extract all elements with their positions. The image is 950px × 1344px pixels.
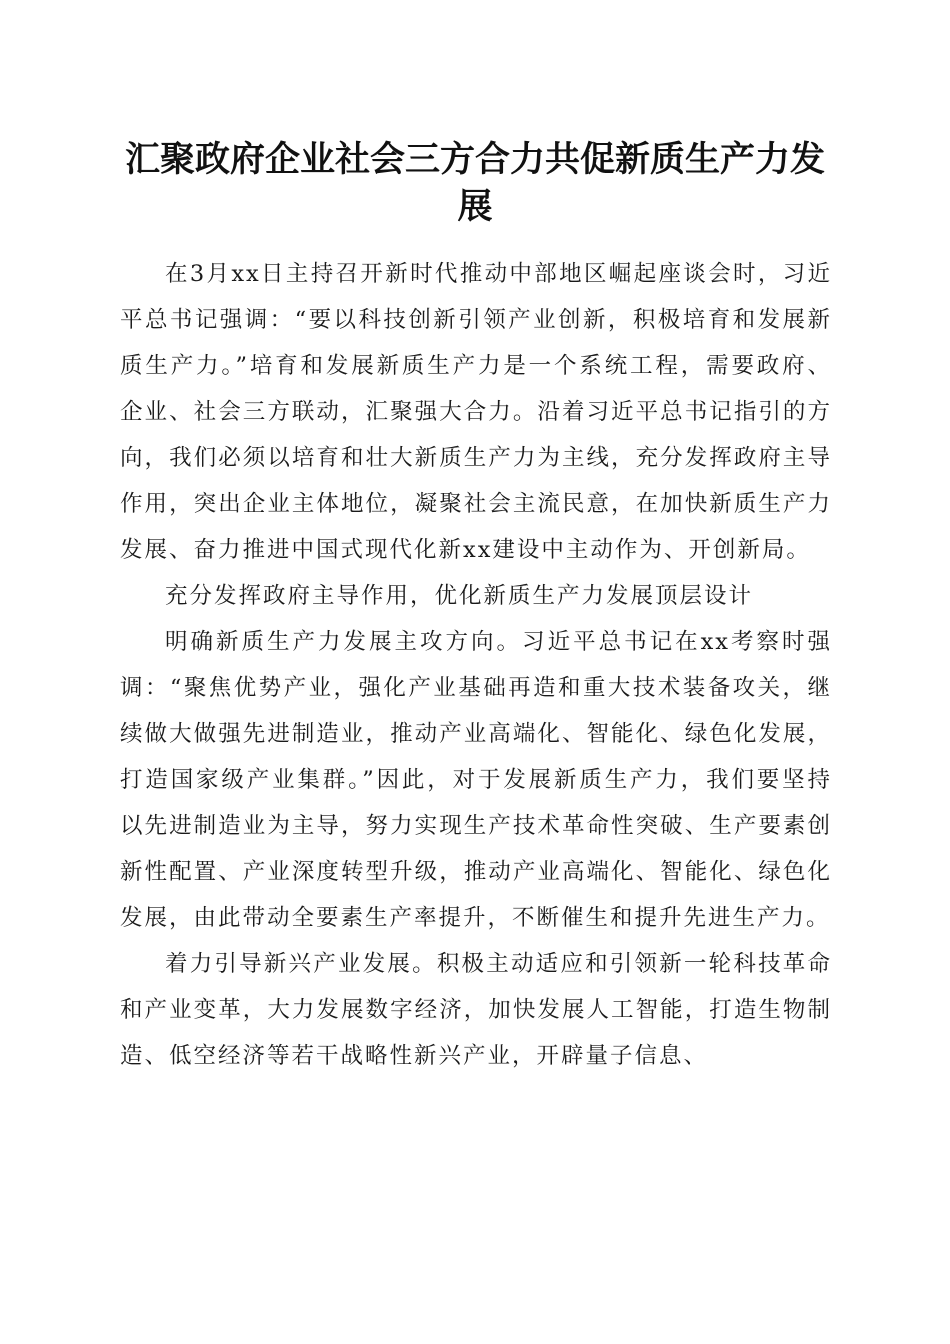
paragraph-direction: 明确新质生产力发展主攻方向。习近平总书记在xx考察时强调：“聚焦优势产业，强化产业基础再造和重大技术装备攻关，继续做大做强先进制造业，推动产业高端化、智能化、绿色化发展，打造国家级产业集群。”因此，对于发展新质生产力，我们要坚持以先进制造业为主导，努力实现生产技术革命性突破、生产要素创新性配置、产业深度转型升级，推动产业高端化、智能化、绿色化发展，由此带动全要素生产率提升，不断催生和提升先进生产力。 <box>120 629 832 931</box>
paragraph-emerging-industries: 着力引导新兴产业发展。积极主动适应和引领新一轮科技革命和产业变革，大力发展数字经济，加快发展人工智能，打造生物制造、低空经济等若干战略性新兴产业，开辟量子信息、 <box>120 951 832 1069</box>
section-heading: 充分发挥政府主导作用，优化新质生产力发展顶层设计 <box>165 583 754 609</box>
document-body <box>120 251 832 1079</box>
paragraph-intro: 在3月xx日主持召开新时代推动中部地区崛起座谈会时，习近平总书记强调：“要以科技创新引领产业创新，积极培育和发展新质生产力。”培育和发展新质生产力是一个系统工程，需要政府、企业、社会三方联动，汇聚强大合力。沿着习近平总书记指引的方向，我们必须以培育和壮大新质生产力为主线，充分发挥政府主导作用，突出企业主体地位，凝聚社会主流民意，在加快新质生产力发展、奋力推进中国式现代化新xx建设中主动作为、开创新局。 <box>120 261 832 563</box>
document-title: 汇聚政府企业社会三方合力共促新质生产力发展 <box>124 139 825 227</box>
